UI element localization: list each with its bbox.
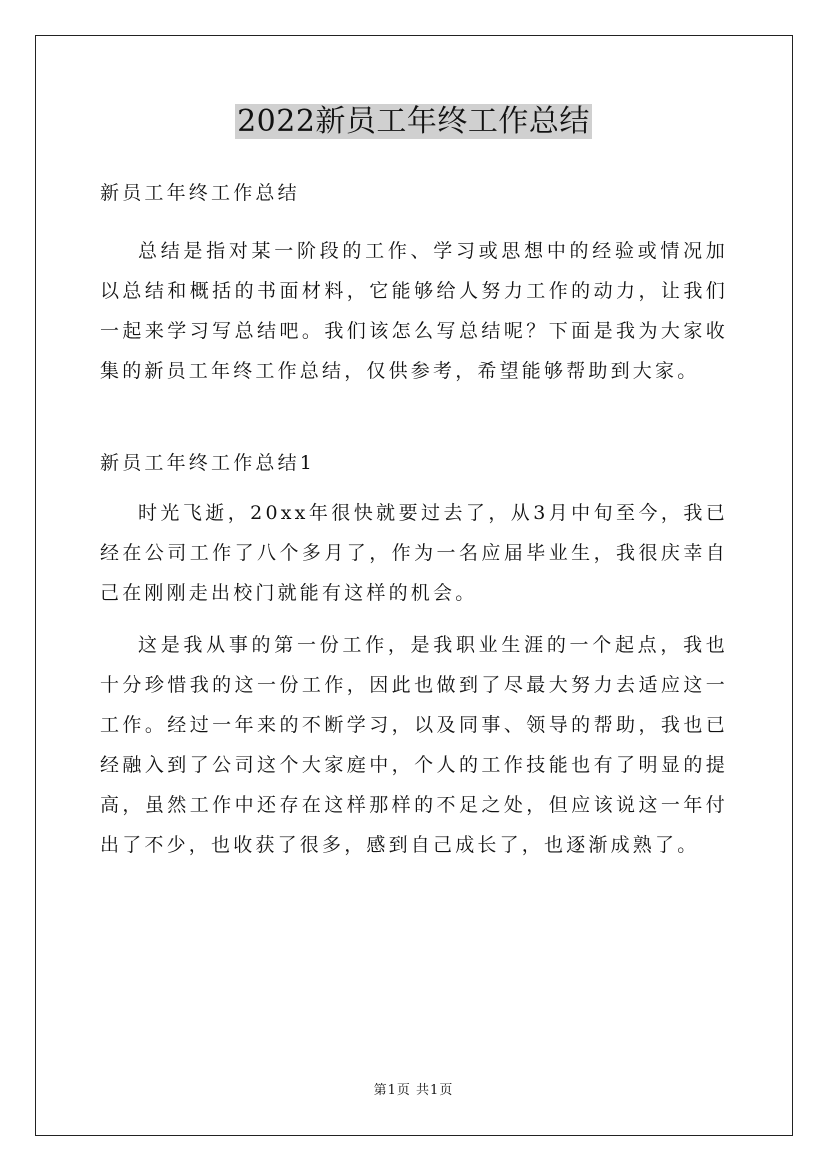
body-paragraph-2: 这是我从事的第一份工作，是我职业生涯的一个起点，我也十分珍惜我的这一份工作，因此也做到了尽最大努力去适应这一工作。经过一年来的不断学习，以及同事、领导的帮助，我也已经融入到了公司这个大家庭中，个人的工作技能也有了明显的提高，虽然工作中还存在这样那样的不足之处，但应该说这一年付出了不少，也收获了很多，感到自己成长了，也逐渐成熟了。	[100, 634, 728, 856]
document-title-wrapper	[0, 102, 827, 142]
document-subtitle: 新员工年终工作总结	[100, 182, 300, 204]
intro-paragraph: 总结是指对某一阶段的工作、学习或思想中的经验或情况加以总结和概括的书面材料，它能够给人努力工作的动力，让我们一起来学习写总结吧。我们该怎么写总结呢？下面是我为大家收集的新员工年终工作总结，仅供参考，希望能够帮助到大家。	[100, 240, 728, 382]
section-heading: 新员工年终工作总结1	[100, 452, 316, 474]
page-footer: 第1页 共1页	[373, 1083, 454, 1098]
body-paragraph-1: 时光飞逝，20xx年很快就要过去了，从3月中旬至今，我已经在公司工作了八个多月了，作为一名应届毕业生，我很庆幸自己在刚刚走出校门就能有这样的机会。	[100, 502, 728, 604]
document-body	[100, 173, 728, 865]
document-title: 2022新员工年终工作总结	[237, 104, 590, 139]
